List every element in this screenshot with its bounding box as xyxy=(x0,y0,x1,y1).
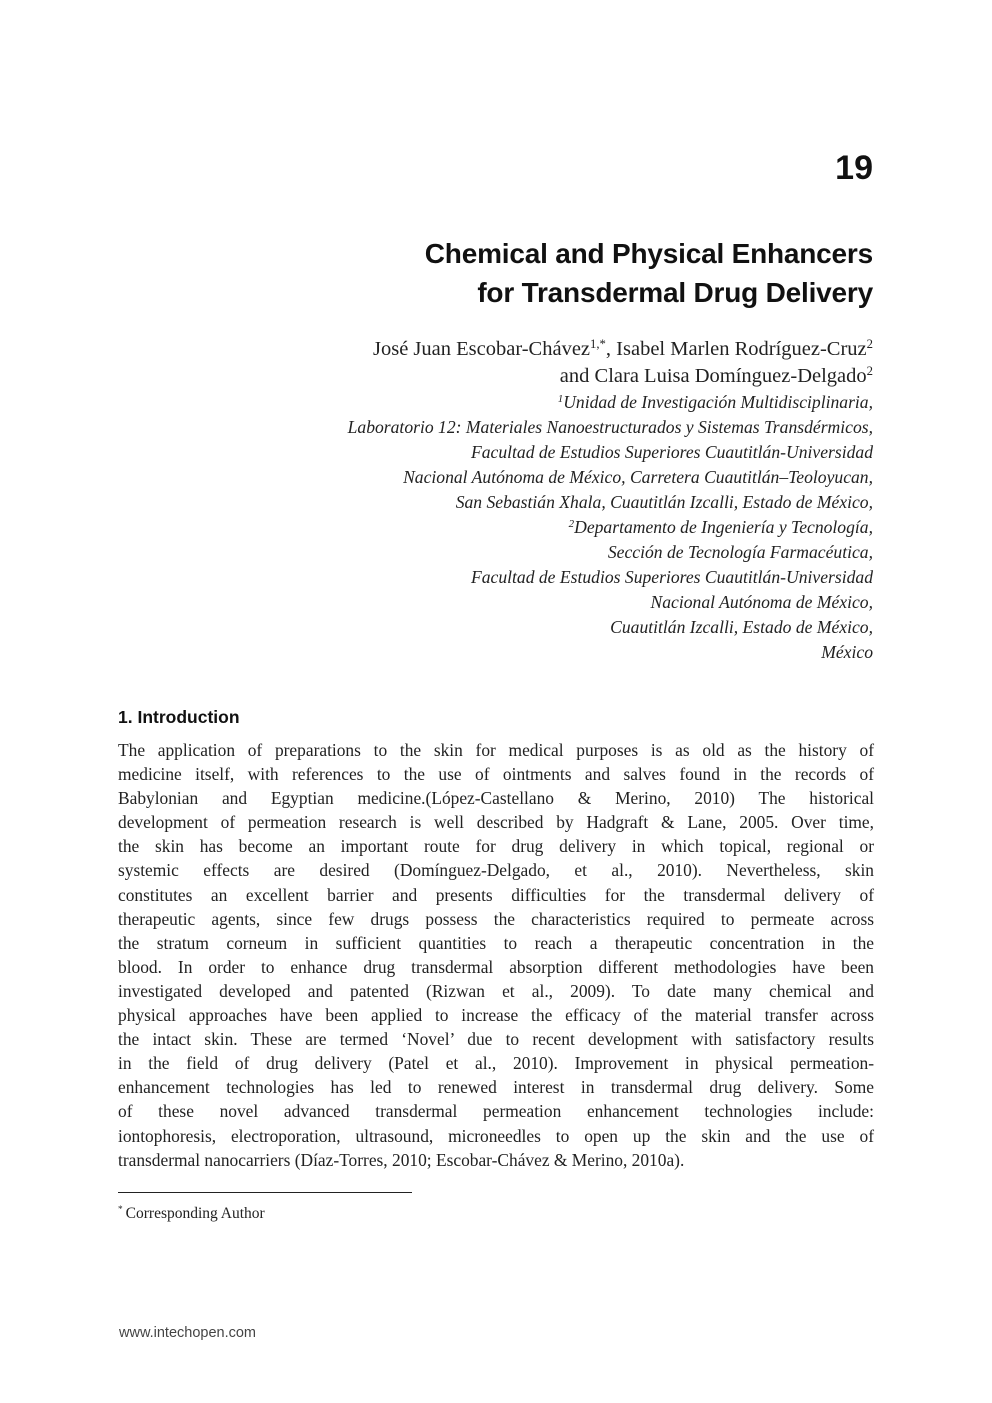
paragraph-line: development of permeation research is well described by Hadgraft & Lane, 2005. Over time, xyxy=(118,812,874,833)
paragraph-line: medicine itself, with references to the use of ointments and salves found in the records of xyxy=(118,764,874,785)
paragraph-line: The application of preparations to the skin for medical purposes is as old as the history of xyxy=(118,740,874,760)
affiliation-text: Laboratorio 12: Materiales Nanoestructurados y Sistemas Transdérmicos, xyxy=(347,417,873,437)
footnote-divider xyxy=(118,1192,412,1193)
paragraph-line: physical approaches have been applied to increase the efficacy of the material transfer across xyxy=(118,1005,874,1026)
author-line xyxy=(113,363,873,390)
author-list xyxy=(113,336,873,390)
affiliation-text: Unidad de Investigación Multidisciplinaria, xyxy=(563,392,873,412)
author-name: Isabel Marlen Rodríguez-Cruz xyxy=(616,338,867,360)
chapter-title-line: for Transdermal Drug Delivery xyxy=(477,277,873,308)
chapter-number: 19 xyxy=(835,149,873,187)
paragraph-line: enhancement technologies has led to renewed interest in transdermal drug delivery. Some xyxy=(118,1077,874,1098)
footnote xyxy=(118,1204,265,1224)
chapter-title xyxy=(173,234,873,312)
affiliation-text: Nacional Autónoma de México, xyxy=(650,592,873,612)
paragraph-line: blood. In order to enhance drug transdermal absorption different methodologies have been xyxy=(118,956,874,977)
footer-url-link[interactable]: www.intechopen.com xyxy=(119,1325,257,1341)
author-name: José Juan Escobar-Chávez xyxy=(372,338,591,360)
paragraph-line: in the field of drug delivery (Patel et al., 2010). Improvement in physical permeation- xyxy=(118,1053,874,1074)
paragraph-line: Babylonian and Egyptian medicine.(López-Castellano & Merino, 2010) The historical xyxy=(118,788,874,809)
affiliation-line xyxy=(113,515,873,540)
paragraph-line: constitutes an excellent barrier and presents difficulties for the transdermal delivery of xyxy=(118,884,874,905)
chapter-title-line: Chemical and Physical Enhancers xyxy=(424,238,873,269)
affiliation-line xyxy=(113,415,873,440)
footnote-marker: * xyxy=(118,1204,123,1215)
paragraph-line: transdermal nanocarriers (Díaz-Torres, 2010; Escobar-Chávez & Merino, 2010a). xyxy=(118,1149,685,1170)
author-affiliation-marker: 2 xyxy=(866,364,873,379)
affiliation-text: Nacional Autónoma de México, Carretera Cuautitlán–Teoloyucan, xyxy=(403,467,873,487)
affiliation-text: Cuautitlán Izcalli, Estado de México, xyxy=(610,617,873,637)
paragraph-line: of these novel advanced transdermal permeation enhancement technologies include: xyxy=(118,1101,874,1122)
footnote-text: Corresponding Author xyxy=(125,1205,265,1222)
affiliation-marker: 2 xyxy=(568,518,575,530)
affiliation-text: Facultad de Estudios Superiores Cuautitlán-Universidad xyxy=(470,442,873,462)
affiliation-text: Sección de Tecnología Farmacéutica, xyxy=(607,542,873,562)
affiliation-line xyxy=(113,440,873,465)
paragraph-line: iontophoresis, electroporation, ultrasound, microneedles to open up the skin and the use of xyxy=(118,1125,874,1146)
affiliation-line xyxy=(113,640,873,665)
author-affiliation-marker: 1,* xyxy=(590,337,606,352)
section-heading: 1. Introduction xyxy=(118,707,240,727)
affiliation-text: Facultad de Estudios Superiores Cuautitlán-Universidad xyxy=(470,567,873,587)
affiliation-line xyxy=(113,540,873,565)
introduction-paragraph xyxy=(118,738,874,1172)
affiliation-line xyxy=(113,615,873,640)
affiliation-line xyxy=(113,590,873,615)
affiliation-text: Departamento de Ingeniería y Tecnología, xyxy=(574,517,873,537)
affiliation-text: México xyxy=(821,642,873,662)
paragraph-line: investigated developed and patented (Rizwan et al., 2009). To date many chemical and xyxy=(118,980,874,1001)
affiliation-marker: 1 xyxy=(557,393,564,405)
author-line xyxy=(113,336,873,363)
affiliations xyxy=(113,390,873,665)
affiliation-line xyxy=(113,490,873,515)
paragraph-line: therapeutic agents, since few drugs possess the characteristics required to permeate across xyxy=(118,908,874,929)
affiliation-line xyxy=(113,465,873,490)
paragraph-line: systemic effects are desired (Domínguez-Delgado, et al., 2010). Nevertheless, skin xyxy=(118,860,874,881)
paragraph-line: the skin has become an important route for drug delivery in which topical, regional or xyxy=(118,836,874,857)
paragraph-line: the stratum corneum in sufficient quantities to reach a therapeutic concentration in the xyxy=(118,932,874,953)
affiliation-text: San Sebastián Xhala, Cuautitlán Izcalli, Estado de México, xyxy=(455,492,873,512)
affiliation-line xyxy=(113,565,873,590)
affiliation-line xyxy=(113,390,873,415)
author-affiliation-marker: 2 xyxy=(866,337,873,352)
author-name: Clara Luisa Domínguez-Delgado xyxy=(594,365,867,387)
paragraph-line: the intact skin. These are termed ‘Novel’ due to recent development with satisfactory results xyxy=(118,1029,874,1050)
author-separator: , xyxy=(605,338,617,360)
author-conjunction: and xyxy=(559,365,595,387)
